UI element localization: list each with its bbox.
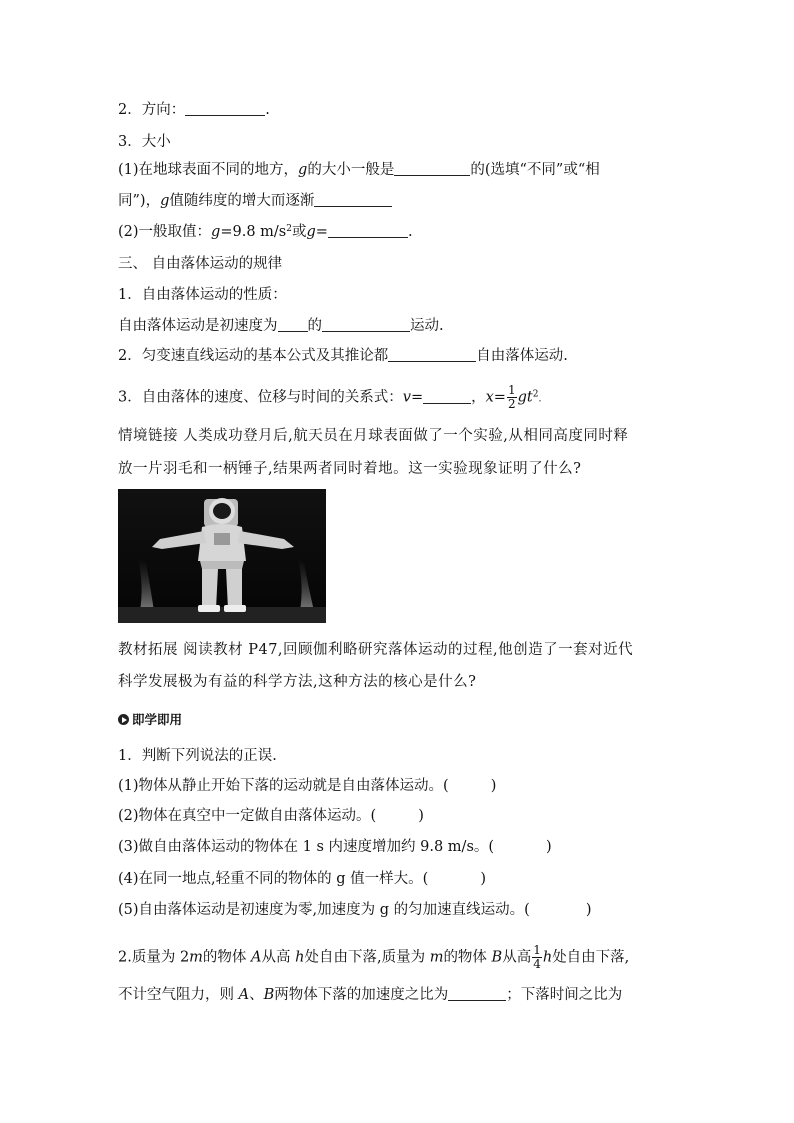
judge-item-1 <box>118 776 496 796</box>
text: 自由落体运动是初速度为 <box>118 318 278 334</box>
text: 、 <box>249 987 264 1003</box>
text: ；下落时间之比为 <box>506 987 623 1003</box>
text: (1)物体从静止开始下落的运动就是自由落体运动。( <box>118 778 449 794</box>
denominator: 2 <box>507 397 516 411</box>
text: 的物体 <box>202 949 252 966</box>
answer-blank[interactable] <box>278 317 308 332</box>
text: 运动. <box>410 318 444 334</box>
property-line <box>118 316 444 336</box>
text: 的物体 <box>443 949 492 966</box>
text: . <box>538 393 542 405</box>
text: 不计空气阻力，则 <box>118 987 239 1003</box>
answer-blank[interactable] <box>328 223 408 238</box>
context-line-1: 情境链接 人类成功登月后,航天员在月球表面做了一个实验,从相同高度同时释 <box>118 428 629 444</box>
quick-use-label: 即学即用 <box>132 712 183 727</box>
judge-item-5 <box>118 900 591 920</box>
size-item-1-line1 <box>118 160 600 180</box>
answer-blank[interactable] <box>388 347 476 362</box>
direction-line <box>118 100 270 120</box>
astronaut-photo <box>118 489 326 623</box>
text: ) <box>490 778 497 794</box>
fraction-quarter <box>532 944 542 971</box>
text: ) <box>418 808 424 824</box>
size-item-2 <box>118 222 413 242</box>
textbook-ext-line-2: 科学发展极为有益的科学方法,这种方法的核心是什么? <box>118 674 477 690</box>
text: ) <box>585 902 592 918</box>
fraction-half <box>507 384 517 411</box>
text: . <box>407 224 413 240</box>
answer-blank[interactable] <box>314 192 392 207</box>
text: 处自由下落,质量为 <box>304 949 430 966</box>
text: 的大小一般是 <box>307 162 395 178</box>
var-v: v <box>402 389 411 406</box>
answer-blank[interactable] <box>423 389 471 404</box>
var-g: g <box>211 224 221 240</box>
text: 的 <box>307 318 322 334</box>
numerator: 1 <box>507 383 516 397</box>
text: 2.质量为 2 <box>118 949 190 966</box>
question-2-line2 <box>118 985 622 1005</box>
section-heading: 三、 自由落体运动的规律 <box>118 256 283 272</box>
denominator: 4 <box>533 957 541 971</box>
answer-blank[interactable] <box>394 161 470 176</box>
text: 或 <box>291 224 307 240</box>
text: 2．匀变速直线运动的基本公式及其推论都 <box>118 348 389 364</box>
text: 3．自由落体的速度、位移与时间的关系式： <box>118 389 403 406</box>
answer-blank[interactable] <box>185 101 265 116</box>
question-2-line1 <box>118 944 629 971</box>
text: =9.8 m/s <box>220 224 287 240</box>
superscript: 2 <box>532 389 539 400</box>
text: 从高 <box>261 949 296 966</box>
text: = <box>315 224 328 240</box>
var-B: B <box>491 949 503 966</box>
textbook-ext-line-1: 教材拓展 阅读教材 P47,回顾伽利略研究落体运动的过程,他创造了一套对近代 <box>118 642 634 658</box>
text: 自由落体运动. <box>476 348 568 364</box>
text: 同”)， <box>118 193 161 209</box>
text: ) <box>546 839 552 855</box>
astronaut-illustration <box>118 489 326 623</box>
text: (5)自由落体运动是初速度为零,加速度为 g 的匀加速直线运动。( <box>118 902 530 918</box>
var-A: A <box>251 949 262 966</box>
var-gt: gt <box>517 389 533 406</box>
var-g: g <box>298 162 308 178</box>
var-g: g <box>306 224 316 240</box>
text: = <box>493 389 506 406</box>
var-h: h <box>295 949 305 966</box>
var-x: x <box>485 389 494 406</box>
var-g: g <box>160 193 170 209</box>
text: (2)一般取值： <box>118 224 212 240</box>
text: 处自由下落, <box>552 949 630 966</box>
text: ) <box>480 871 486 887</box>
numerator: 1 <box>533 943 541 957</box>
text: 值随纬度的增大而逐渐 <box>169 193 315 209</box>
context-line-2: 放一片羽毛和一柄锤子,结果两者同时着地。这一实验现象证明了什么? <box>118 461 582 477</box>
formula-applicability-line <box>118 346 568 366</box>
text: 从高 <box>502 949 532 966</box>
var-m: m <box>429 949 444 966</box>
answer-blank[interactable] <box>448 986 506 1001</box>
var-m: m <box>189 949 203 966</box>
var-A: A <box>238 987 250 1003</box>
text: 两物体下落的加速度之比为 <box>274 987 449 1003</box>
var-h: h <box>542 949 553 966</box>
label: 2．方向： <box>118 102 186 118</box>
var-B: B <box>263 987 275 1003</box>
text: ， <box>471 389 486 406</box>
answer-blank[interactable] <box>322 317 410 332</box>
quick-use-header <box>118 710 182 730</box>
size-item-1-line2 <box>118 191 392 211</box>
text: (1)在地球表面不同的地方， <box>118 162 299 178</box>
text: . <box>265 102 270 118</box>
text: (2)物体在真空中一定做自由落体运动。( <box>118 808 377 824</box>
text: (4)在同一地点,轻重不同的物体的 g 值一样大。( <box>118 871 429 887</box>
size-title: 3．大小 <box>118 134 171 150</box>
text: = <box>410 389 424 406</box>
relations-line <box>118 384 542 411</box>
property-title: 1．自由落体运动的性质： <box>118 287 287 303</box>
question-1-title: 1．判断下列说法的正误. <box>118 748 277 764</box>
judge-item-3 <box>118 837 552 857</box>
text: (3)做自由落体运动的物体在 1 s 内速度增加约 9.8 m/s。( <box>118 839 495 855</box>
play-icon <box>118 714 129 725</box>
judge-item-4 <box>118 869 486 889</box>
superscript: 2 <box>286 224 292 234</box>
text: 的(选填“不同”或“相 <box>470 162 600 178</box>
judge-item-2 <box>118 806 424 826</box>
